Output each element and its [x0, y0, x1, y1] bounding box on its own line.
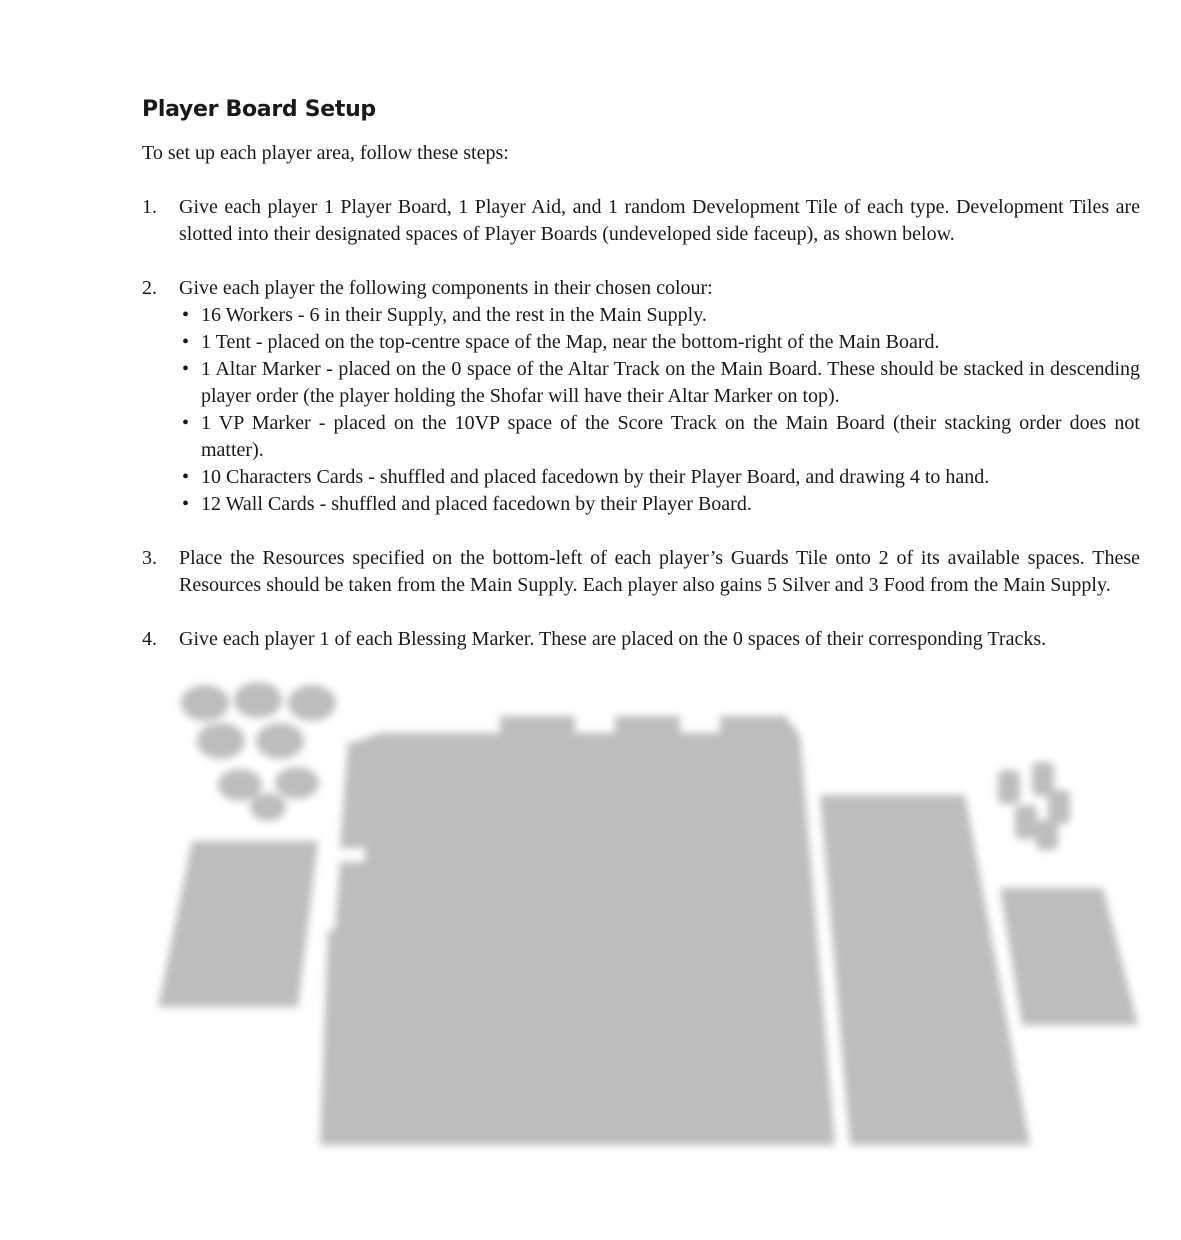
bullet-icon: • — [182, 331, 190, 353]
component-text: 10 Characters Cards - shuffled and placed facedown by their Player Board, and drawing 4 to hand. — [201, 466, 990, 488]
section-heading: Player Board Setup — [142, 97, 376, 122]
step-text: Place the Resources specified on the bottom-left of each player’s Guards Tile onto 2 of its available spaces. These Resources should be taken from the Main Supply. Each player also gains 5 Silver and 3 Food from the Main Supply. — [179, 547, 1140, 596]
bullet-icon: • — [182, 466, 190, 488]
player-board-image — [320, 716, 835, 1145]
bullet-icon: • — [182, 493, 190, 515]
component-text: 12 Wall Cards - shuffled and placed facedown by their Player Board. — [201, 493, 752, 515]
component-text: 1 VP Marker - placed on the 10VP space of the Score Track on the Main Board (their stacking order does not matter). — [201, 412, 1140, 461]
components-list — [179, 302, 1140, 518]
component-item-workers — [179, 302, 1140, 329]
step-number: 2. — [142, 277, 157, 299]
character-cards-image — [820, 795, 1030, 1145]
illustration-shapes — [158, 682, 1138, 1145]
bullet-icon: • — [182, 304, 190, 326]
step-text: Give each player 1 Player Board, 1 Player Aid, and 1 random Development Tile of each type. Development Tiles are slotted into their designated spaces of Player Boards (undeveloped side faceup), as shown below. — [179, 196, 1140, 245]
setup-step-4 — [142, 626, 1140, 653]
component-text: 16 Workers - 6 in their Supply, and the rest in the Main Supply. — [201, 304, 707, 326]
step-number: 4. — [142, 628, 157, 650]
step-number: 3. — [142, 547, 157, 569]
component-text: 1 Tent - placed on the top-centre space of the Map, near the bottom-right of the Main Board. — [201, 331, 940, 353]
setup-step-3 — [142, 545, 1140, 599]
blessing-markers-image — [181, 682, 336, 821]
setup-steps-list — [142, 194, 1140, 653]
component-item-character-cards — [179, 464, 1140, 491]
step-text: Give each player 1 of each Blessing Marker. These are placed on the 0 spaces of their corresponding Tracks. — [179, 628, 1047, 650]
bullet-icon: • — [182, 358, 190, 380]
player-aid-image — [158, 841, 318, 1007]
wall-cards-image — [1000, 888, 1138, 1025]
step-text: Give each player the following components in their chosen colour: — [179, 277, 713, 299]
bullet-icon: • — [182, 412, 190, 434]
rules-section — [142, 94, 1140, 680]
setup-step-2 — [142, 275, 1140, 518]
component-item-vp-marker — [179, 410, 1140, 464]
component-item-altar-marker — [179, 356, 1140, 410]
setup-step-1 — [142, 194, 1140, 248]
step-number: 1. — [142, 196, 157, 218]
component-item-tent — [179, 329, 1140, 356]
component-text: 1 Altar Marker - placed on the 0 space of the Altar Track on the Main Board. These should be stacked in descending player order (the player holding the Shofar will have their Altar Marker on top). — [201, 358, 1140, 407]
component-item-wall-cards — [179, 491, 1140, 518]
intro-text: To set up each player area, follow these steps: — [142, 142, 509, 164]
workers-image — [998, 762, 1070, 850]
